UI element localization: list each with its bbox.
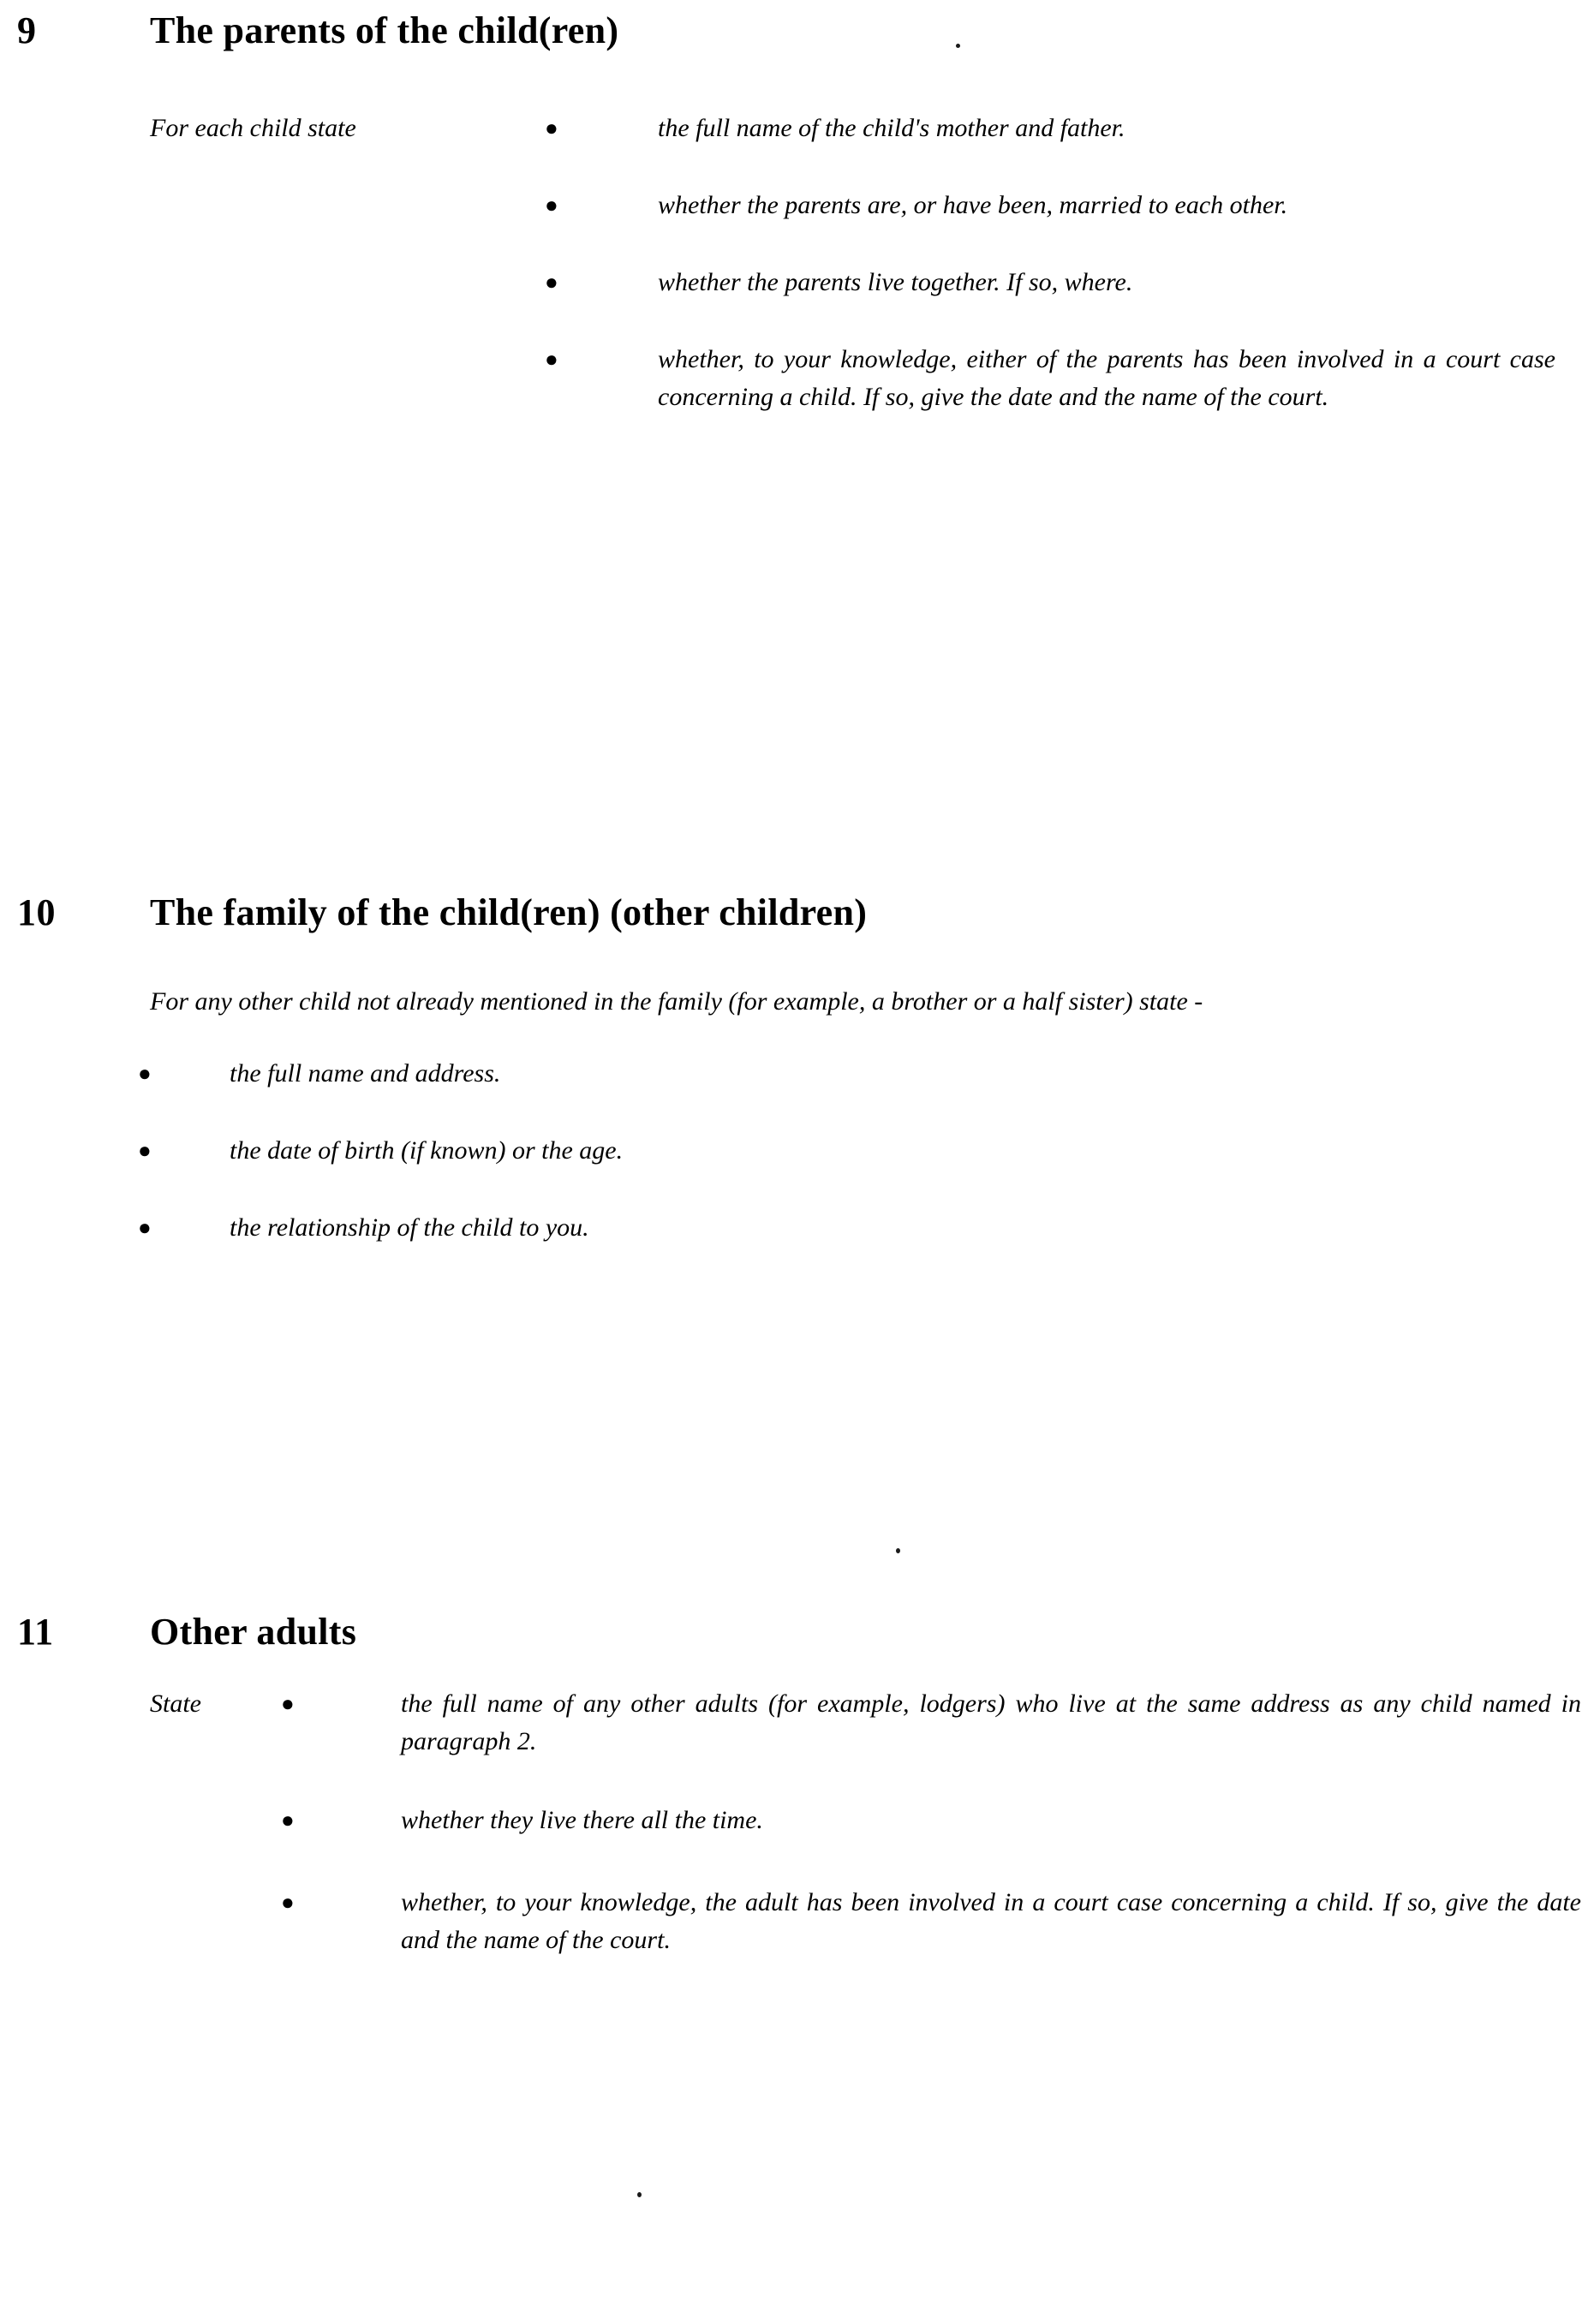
scan-speck-bottom	[637, 2192, 642, 2197]
section-9-bullet-text-3: whether the parents live together. If so, where.	[658, 268, 1133, 296]
section-11-heading	[0, 1608, 1594, 1668]
section-9-lead-label: For each child state	[150, 114, 356, 142]
section-10-bullet-item-2	[0, 1132, 1594, 1171]
section-11-bullet-item-1	[0, 1685, 1594, 1767]
bullet-icon: ●	[545, 116, 558, 140]
section-10-bullet-item-1	[0, 1055, 1594, 1094]
section-10-bullet-text-2: the date of birth (if known) or the age.	[230, 1136, 624, 1165]
bullet-icon: ●	[281, 1890, 295, 1915]
section-9-bullet-text-2: whether the parents are, or have been, married to each other.	[658, 191, 1288, 219]
section-10-bullet-text-3: the relationship of the child to you.	[230, 1213, 589, 1242]
section-11	[0, 1608, 1594, 1668]
section-11-bullet-text-2: whether they live there all the time.	[401, 1806, 763, 1834]
bullet-icon: ●	[545, 347, 558, 372]
bullet-icon: ●	[138, 1138, 152, 1163]
section-9-title: The parents of the child(ren)	[150, 9, 619, 51]
section-10	[0, 889, 1594, 949]
section-11-bullet-item-2	[0, 1802, 1594, 1841]
section-10-bullet-item-3	[0, 1209, 1594, 1248]
bullet-icon: ●	[545, 193, 558, 218]
section-9-bullet-item-4	[0, 341, 1594, 461]
section-10-bullet-text-1: the full name and address.	[230, 1059, 501, 1088]
section-9	[0, 7, 1594, 67]
bullet-icon: ●	[138, 1215, 152, 1240]
section-11-bullet-text-3: whether, to your knowledge, the adult has been involved in a court case concerning a child. If so, give the date and the name of the court.	[401, 1888, 1581, 1954]
section-11-bullet-text-1: the full name of any other adults (for example, lodgers) who live at the same address as any child named in paragraph 2.	[401, 1689, 1581, 1755]
section-9-bullet-item-1	[0, 110, 1594, 149]
section-11-lead-label: State	[150, 1689, 201, 1718]
bullet-icon: ●	[281, 1808, 295, 1832]
section-10-heading	[0, 889, 1594, 949]
section-10-number: 10	[17, 891, 56, 933]
section-10-title: The family of the child(ren) (other children)	[150, 891, 868, 933]
section-9-bullet-item-2	[0, 187, 1594, 226]
scan-speck-mid	[896, 1548, 900, 1553]
section-9-bullet-text-4: whether, to your knowledge, either of the parents has been involved in a court case concerning a child. If so, give the date and the name of the court.	[658, 345, 1555, 411]
section-11-bullet-item-3	[0, 1884, 1594, 1966]
bullet-icon: ●	[138, 1061, 152, 1086]
section-10-intro: For any other child not already mentioned in the family (for example, a brother or a half sister) state -	[150, 987, 1203, 1016]
section-9-number: 9	[17, 9, 37, 51]
bullet-icon: ●	[545, 270, 558, 295]
section-9-bullet-text-1: the full name of the child's mother and father.	[658, 114, 1125, 142]
section-11-title: Other adults	[150, 1611, 357, 1653]
bullet-icon: ●	[281, 1691, 295, 1716]
section-11-number: 11	[17, 1611, 54, 1653]
section-9-bullet-item-3	[0, 264, 1594, 303]
section-9-heading	[0, 7, 1594, 67]
